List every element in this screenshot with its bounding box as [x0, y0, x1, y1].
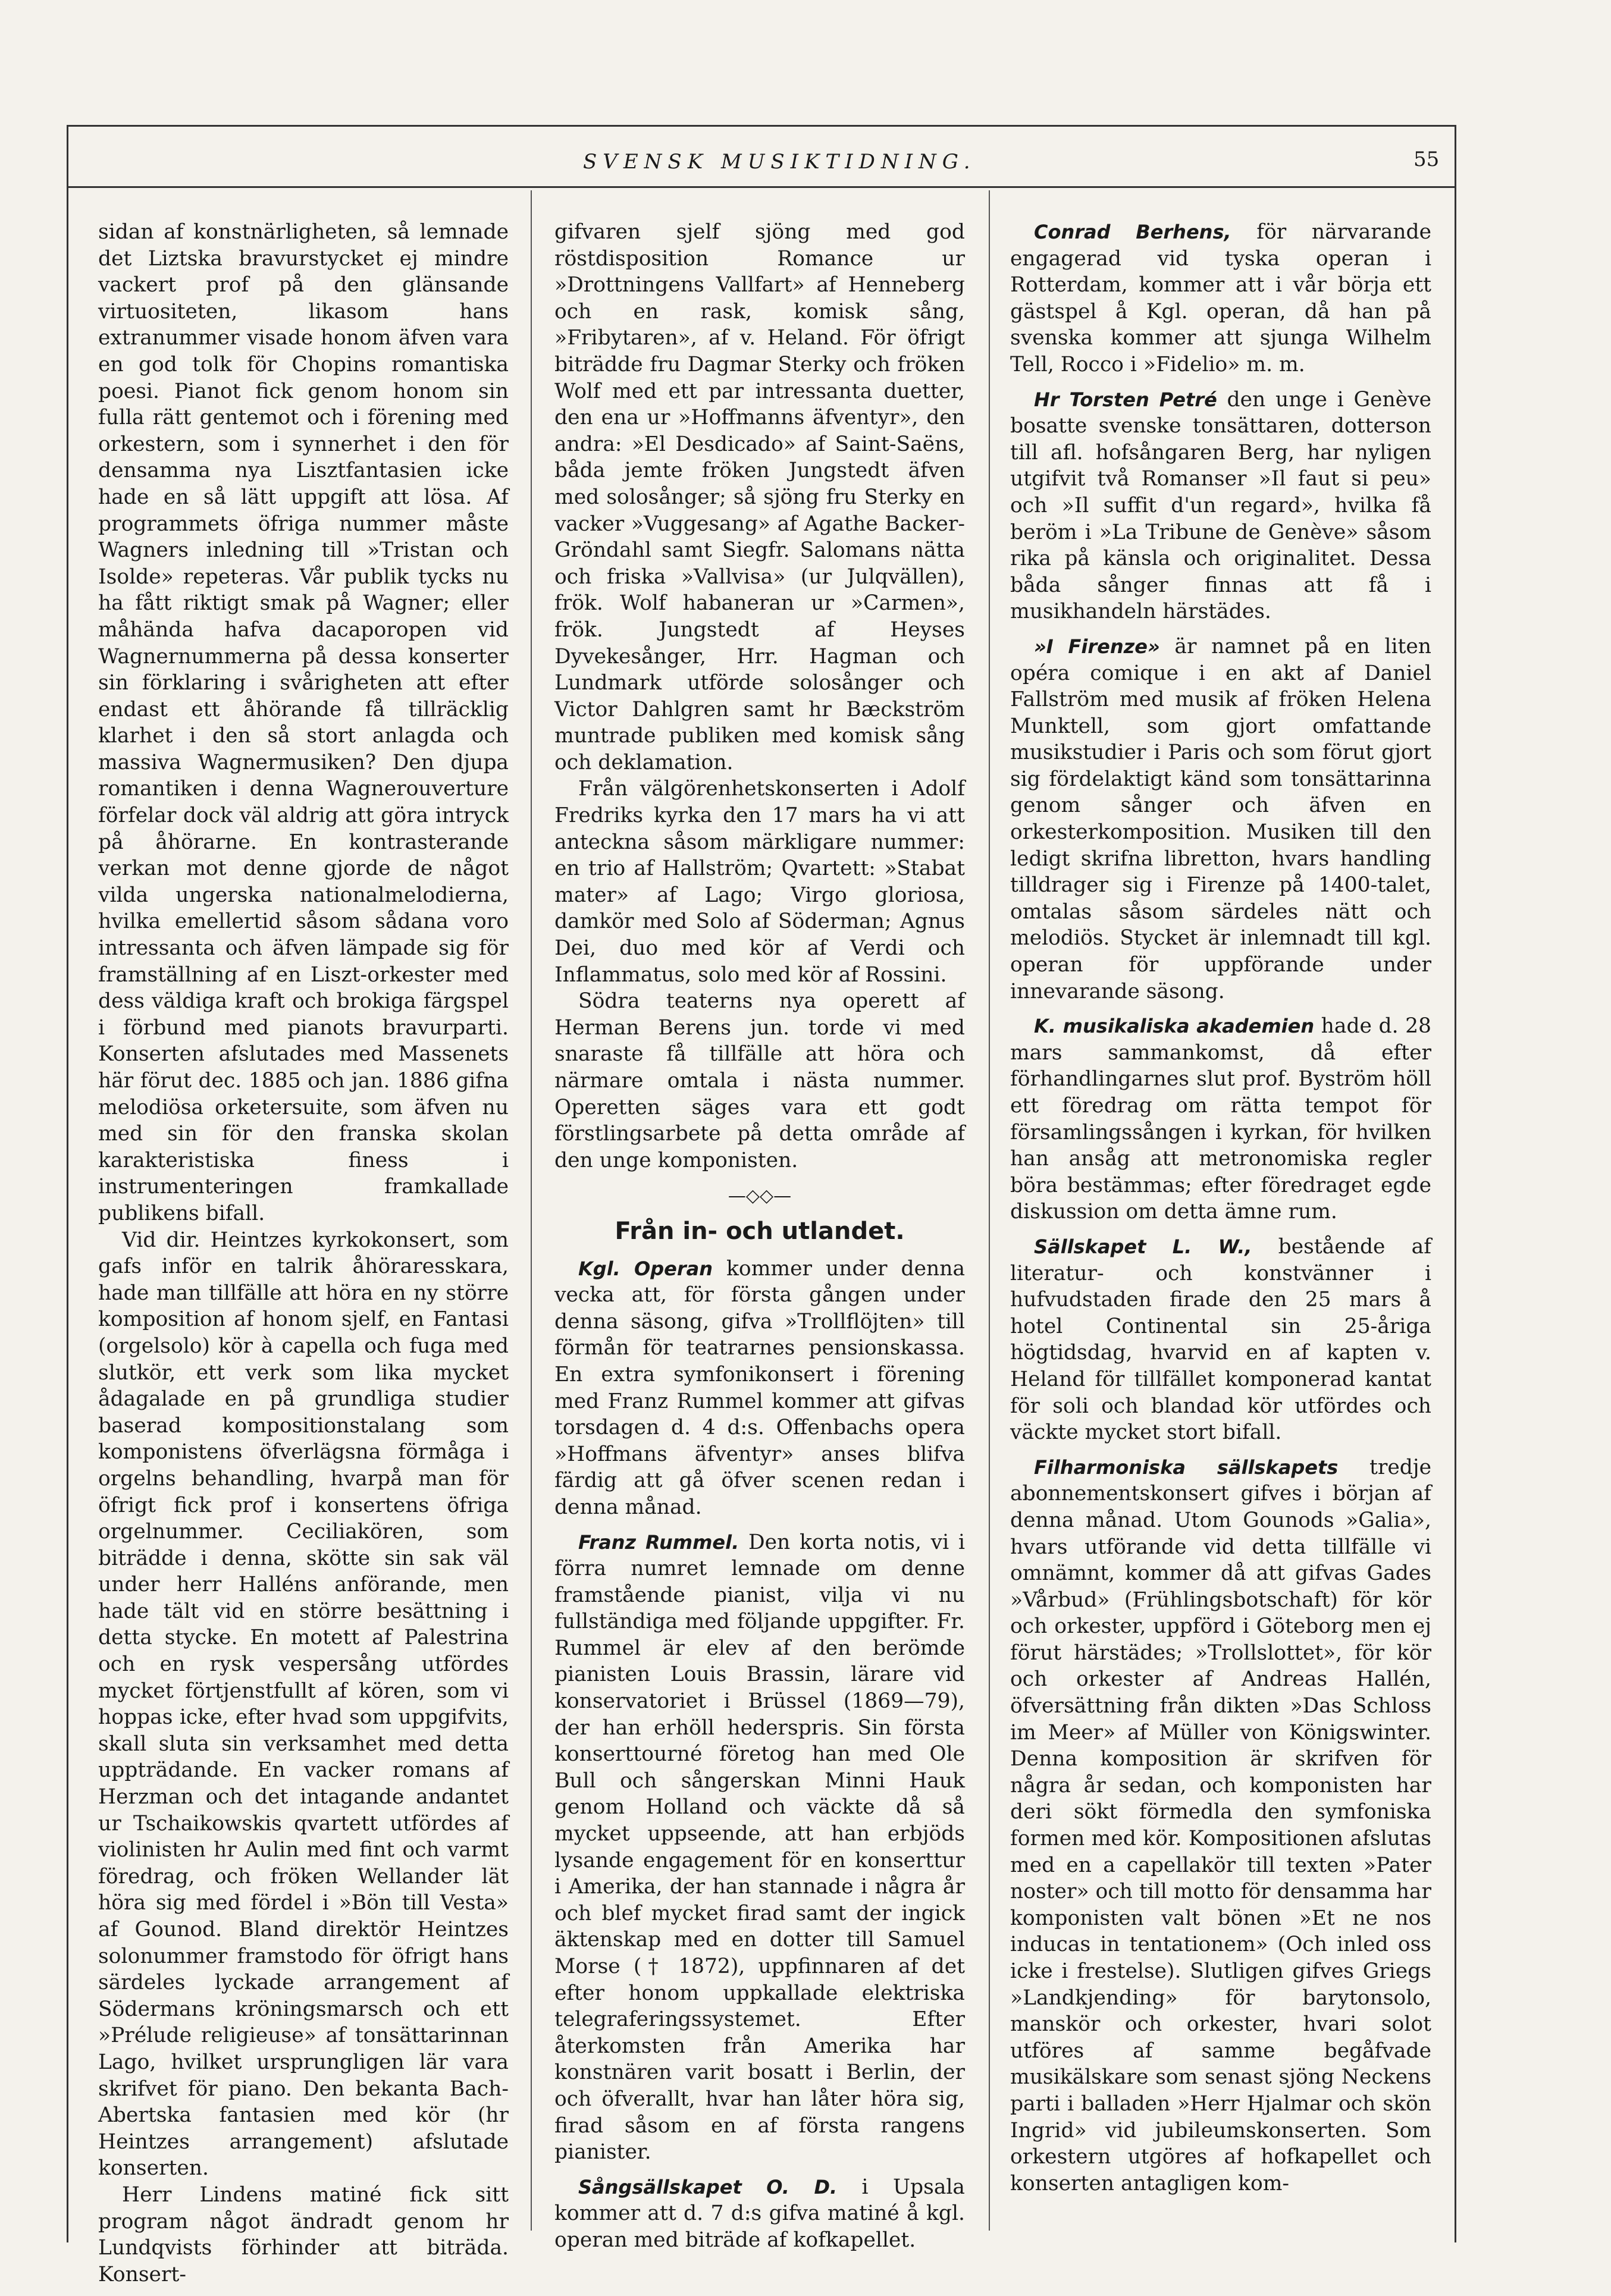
news-item [554, 1529, 965, 2166]
news-item-body: hade d. 28 mars sammankomst, då efter förhandlingarnes slut prof. Byström höll ett föredrag om rätta tempot för församlingssången i kyrkan, för hvilken han ansåg att metronomiska regler böra bestämmas; efter föredraget egde diskussion om detta ämne rum. [1010, 1014, 1432, 1224]
news-item [1010, 633, 1431, 1005]
news-item-body: tredje abonnementskonsert gifves i början af denna månad. Utom Gounods »Galia», hvars utförande vid detta tillfälle vi omnämnt, kommer då att gifvas Gades »Vårbud» (Frühlingsbotschaft) för kör och orkester, uppförd i Göteborg men ej förut härstädes; »Trollslottet», för kör och orkester af Andreas Hallén, öfversättning från dikten »Das Schloss im Meer» af Müller von Königswinter. Denna komposition är skrifven för några år sedan, och komponisten har deri sökt förmedla den symfoniska formen med kör. Kompositionen afslutas med en a capellakör till texten »Pater noster» och till motto för densamma har komponisten valt bönen »Et ne nos inducas in tentationem» (Och inled oss icke i frestelse). Slutligen gifves Griegs »Landkjending» för barytonsolo, manskör och orkester, hvari solot utföres af samme begåfvade musikälskare som senast sjöng Neckens parti i balladen »Herr Hjalmar och skön Ingrid» vid jubileumskonserten. Som orkestern utgöres af hofkapellet och konserten antagligen kom- [1010, 1455, 1431, 2195]
running-title: SVENSK MUSIKTIDNING. [583, 150, 976, 174]
column-middle [554, 219, 965, 2254]
column-rule [531, 190, 532, 2231]
article-paragraph: Herr Lindens matiné fick sitt program något ändradt genom hr Lundqvists förhinder att biträda. Konsert- [98, 2182, 509, 2286]
news-item [1010, 1013, 1431, 1225]
news-item [554, 2174, 965, 2254]
news-item-lead: Filharmoniska sällskapets [1034, 1456, 1339, 1479]
news-item-lead: »I Firenze» [1034, 635, 1160, 658]
column-right [1010, 219, 1431, 2197]
section-ornament: —◇◇— [728, 1185, 792, 1207]
news-item-body: kommer under denna vecka att, för första gången under denna säsong, gifva »Trollflöjten» till förmån för teatrarnes pensionskassa. En extra symfonikonsert i förening med Franz Rummel kommer att gifvas torsdagen d. 4 d:s. Offenbachs opera »Hoffmans äfventyr» anses blifva färdig att gå öfver scenen redan i denna månad. [554, 1256, 966, 1519]
news-item [1010, 1454, 1431, 2197]
news-item [554, 1256, 965, 1521]
article-paragraph: Södra teaterns nya operett af Herman Berens jun. torde vi med snaraste få tillfälle att höra och närmare omtala i nästa nummer. Operetten säges vara ett godt förstlingsarbete på detta område af den unge komponisten. [554, 989, 965, 1172]
news-item-body: Den korta notis, vi i förra numret lemnade om denne framstående pianist, vilja vi nu fullständiga med följande uppgifter. Fr. Rummel är elev af den berömde pianisten Louis Brassin, lärare vid konservatoriet i Brüssel (1869—79), der han erhöll hederspris. Sin första konserttourné företog han med Ole Bull och sångerskan Minni Hauk genom Holland och väckte då så mycket uppseende, att han erbjöds lysande engagement för en konserttur i Amerika, der han stannade i några år och blef mycket firad samt der ingick äktenskap med en dotter till Samuel Morse († 1872), uppfinnaren af det efter honom uppkallade elektriska telegraferingssystemet. Efter återkomsten från Amerika har konstnären varit bosatt i Berlin, der och öfverallt, hvar han låter höra sig, firad såsom en af första rangens pianister. [554, 1530, 965, 2165]
news-item-lead: Hr Torsten Petré [1034, 388, 1217, 411]
news-item-lead: Sällskapet L. W., [1034, 1235, 1252, 1258]
news-item-lead: Sångsällskapet O. D. [578, 2175, 838, 2198]
news-item-lead: Kgl. Operan [578, 1257, 713, 1280]
news-item-body: bestående af literatur- och konstvänner i hufvudstaden firade den 25 mars å hotel Continental sin 25-åriga högtidsdag, hvarvid en af kapten v. Heland för tillfället komponerad kantat för soli och blandad kör utfördes och väckte mycket stort bifall. [1010, 1234, 1431, 1445]
news-item [1010, 1234, 1431, 1446]
column-left [98, 219, 509, 2288]
page-number: 55 [1413, 148, 1440, 171]
news-item-lead: K. musikaliska akademien [1034, 1015, 1315, 1038]
news-item-body: är namnet på en liten opéra comique i en akt af Daniel Fallström med musik af fröken Helena Munktell, som gjort omfattande musikstudier i Paris och som förut gjort sig fördelaktigt känd som tonsättarinna genom sånger och äfven en orkesterkomposition. Musiken till den ledigt skrifna libretton, hvars handling tilldrager sig i Firenze på 1400-talet, omtalas såsom särdeles nätt och melodiös. Stycket är inlemnadt till kgl. operan för uppförande under innevarande säsong. [1010, 634, 1431, 1003]
news-item-body: den unge i Genève bosatte svenske tonsättaren, dotterson till afl. hofsångaren Berg, har nyligen utgifvit två Romanser »Il faut si peu» och »Il suffit d'un regard», hvilka få beröm i »La Tribune de Genève» såsom rika på känsla och originalitet. Dessa båda sånger finnas att få i musikhandeln härstädes. [1010, 387, 1431, 624]
news-item [1010, 219, 1431, 378]
article-paragraph: Vid dir. Heintzes kyrkokonsert, som gafs inför en talrik åhöraresskara, hade man tillfälle att höra en ny större komposition af honom sjelf, en Fantasi (orgelsolo) kör à capella och fuga med slutkör, ett verk som lika mycket ådagalade en på grundliga studier baserad kompositionstalang som komponistens öfverlägsna förmåga i orgelns behandling, hvarpå man för öfrigt fick prof i konsertens öfriga orgelnummer. Ceciliakören, som biträdde i denna, skötte sin sak väl under herr Halléns anförande, men hade tält vid en större besättning i detta stycke. En motett af Palestrina och en rysk vespersång utfördes mycket förtjenstfullt af kören, som vi hoppas icke, efter hvad som uppgifvits, skall sluta sin verksamhet med detta uppträdande. En vacker romans af Herzman och det intagande andantet ur Tschaikowskis qvartett utfördes af violinisten hr Aulin med fint och varmt föredrag, och fröken Wellander lät höra sig med fördel i »Bön till Vesta» af Gounod. Bland direktör Heintzes solonummer framstodo för öfrigt hans särdeles lyckade arrangement af Södermans kröningsmarsch och ett »Prélude religieuse» af tonsättarinnan Lago, hvilket ursprungligen lär vara skrifvet för piano. Den bekanta Bach-Abertska fantasien med kör (hr Heintzes arrangement) afslutade konserten. [98, 1228, 509, 2181]
news-item [1010, 387, 1431, 625]
news-item-body: för närvarande engagerad vid tyska operan i Rotterdam, kommer att i vår börja ett gästspel å Kgl. operan, då han på svenska kommer att sjunga Wilhelm Tell, Rocco i »Fidelio» m. m. [1010, 220, 1432, 377]
section-heading: Från in- och utlandet. [615, 1217, 905, 1245]
news-item-body: i Upsala kommer att d. 7 d:s gifva matiné å kgl. operan med biträde af kofkapellet. [554, 2175, 965, 2252]
news-item-lead: Franz Rummel. [578, 1530, 739, 1554]
article-paragraph: sidan af konstnärligheten, så lemnade det Liztska bravurstycket ej mindre vackert prof på den glänsande virtuositeten, likasom hans extranummer visade honom äfven vara en god tolk för Chopins romantiska poesi. Pianot fick genom honom sin fulla rätt gentemot och i förening med orkestern, som i synnerhet i den för densamma nya Lisztfantasien icke hade en så lätt uppgift att lösa. Af programmets öfriga nummer måste Wagners inledning till »Tristan och Isolde» repeteras. Vår publik tycks nu ha fått riktigt smak på Wagner; eller måhända hafva dacaporopen vid Wagnernummerna på dessa konserter sin förklaring i svårigheten att efter endast ett åhörande få tillräcklig klarhet i den så stort anlagda och massiva Wagnermusiken? Den djupa romantiken i denna Wagnerouverture förfelar dock väl aldrig att göra intryck på åhörarne. En kontrasterande verkan mot denne gjorde de något vilda ungerska nationalmelodierna, hvilka emellertid såsom sådana voro intressanta och äfven lämpade sig för framställning af en Liszt-orkester med dess väldiga kraft och brokiga färgspel i förbund med pianots bravurparti. Konserten afslutades med Massenets här förut dec. 1885 och jan. 1886 gifna melodiösa orketersuite, som äfven nu med sin för den franska skolan karakteristiska finess i instrumenteringen framkallade publikens bifall. [98, 220, 509, 1225]
column-rule [989, 190, 990, 2231]
article-paragraph: gifvaren sjelf sjöng med god röstdisposition Romance ur »Drottningens Vallfart» af Henneberg och en rask, komisk sång, »Fribytaren», af v. Heland. För öfrigt biträdde fru Dagmar Sterky och fröken Wolf med ett par intressanta duetter, den ena ur »Hoffmanns äfventyr», den andra: »El Desdicado» af Saint-Saëns, båda jemte fröken Jungstedt äfven med solosånger; så sjöng fru Sterky en vacker »Vuggesang» af Agathe Backer-Gröndahl samt Siegfr. Salomans nätta och friska »Vallvisa» (ur Julqvällen), frök. Wolf habaneran ur »Carmen», frök. Jungstedt af Heyses Dyvekesånger, Hrr. Hagman och Lundmark utförde solosånger och Victor Dahlgren samt hr Bæckström muntrade publiken med komisk sång och deklamation. [554, 220, 965, 774]
news-item-lead: Conrad Berhens, [1034, 221, 1231, 243]
article-paragraph: Från välgörenhetskonserten i Adolf Fredriks kyrka den 17 mars ha vi att anteckna såsom märkligare nummer: en trio af Hallström; Qvartett: »Stabat mater» af Lago; Virgo gloriosa, damkör med Solo af Söderman; Agnus Dei, duo med kör af Verdi och Inflammatus, solo med kör af Rossini. [554, 777, 965, 987]
